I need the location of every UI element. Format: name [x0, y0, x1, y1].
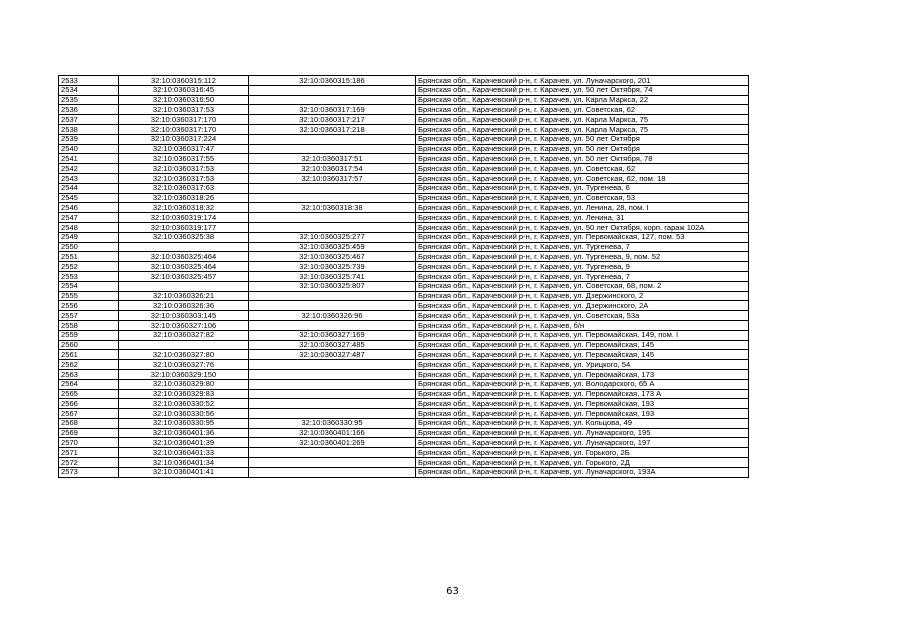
- table-row: [59, 438, 749, 448]
- table-row: [59, 144, 749, 154]
- parcel-cadastral-number-cell: 32:10:0360330:52: [119, 399, 249, 409]
- table-row: [59, 418, 749, 428]
- object-cadastral-number-cell: [249, 213, 416, 223]
- table-row: [59, 428, 749, 438]
- address-cell: Брянская обл., Карачевский р-н, г. Карачев, ул. Володарского, 65 А: [416, 379, 749, 389]
- row-number-cell: 2563: [59, 369, 119, 379]
- object-cadastral-number-cell: 32:10:0360317:217: [249, 115, 416, 125]
- parcel-cadastral-number-cell: 32:10:0360317:53: [119, 164, 249, 174]
- address-cell: Брянская обл., Карачевский р-н, г. Карачев, ул. Горького, 2Д: [416, 458, 749, 468]
- row-number-cell: 2573: [59, 467, 119, 477]
- row-number-cell: 2544: [59, 183, 119, 193]
- object-cadastral-number-cell: 32:10:0360318:38: [249, 203, 416, 213]
- page-number: 63: [446, 586, 459, 597]
- object-cadastral-number-cell: 32:10:0360327:485: [249, 340, 416, 350]
- address-cell: Брянская обл., Карачевский р-н, г. Карачев, ул. Урицкого, 54: [416, 360, 749, 370]
- row-number-cell: 2550: [59, 242, 119, 252]
- object-cadastral-number-cell: [249, 320, 416, 330]
- address-cell: Брянская обл., Карачевский р-н, г. Карачев, ул. Первомайская, 193: [416, 399, 749, 409]
- object-cadastral-number-cell: 32:10:0360325:739: [249, 262, 416, 272]
- address-cell: Брянская обл., Карачевский р-н, г. Карачев, ул. Ленина, 31: [416, 213, 749, 223]
- address-cell: Брянская обл., Карачевский р-н, г. Карачев, ул. Карла Маркса, 22: [416, 95, 749, 105]
- address-cell: Брянская обл., Карачевский р-н, г. Карачев, ул. Дзержинского, 2А: [416, 301, 749, 311]
- parcel-cadastral-number-cell: 32:10:0360330:56: [119, 409, 249, 419]
- parcel-cadastral-number-cell: 32:10:0360317:170: [119, 124, 249, 134]
- row-number-cell: 2566: [59, 399, 119, 409]
- table-row: [59, 399, 749, 409]
- object-cadastral-number-cell: [249, 379, 416, 389]
- address-cell: Брянская обл., Карачевский р-н, г. Карачев, ул. Тургенева, 6: [416, 183, 749, 193]
- row-number-cell: 2571: [59, 448, 119, 458]
- address-cell: Брянская обл., Карачевский р-н, г. Карачев, ул. Первомайская, 145: [416, 340, 749, 350]
- table-row: [59, 448, 749, 458]
- parcel-cadastral-number-cell: 32:10:0360329:80: [119, 379, 249, 389]
- address-cell: Брянская обл., Карачевский р-н, г. Карачев, ул. Советская, 53: [416, 193, 749, 203]
- parcel-cadastral-number-cell: 32:10:0360315:112: [119, 76, 249, 86]
- table-row: [59, 350, 749, 360]
- table-row: [59, 409, 749, 419]
- row-number-cell: 2536: [59, 105, 119, 115]
- parcel-cadastral-number-cell: 32:10:0360317:55: [119, 154, 249, 164]
- object-cadastral-number-cell: [249, 85, 416, 95]
- table-row: [59, 154, 749, 164]
- object-cadastral-number-cell: 32:10:0360401:269: [249, 438, 416, 448]
- table-row: [59, 320, 749, 330]
- parcel-cadastral-number-cell: 32:10:0360317:224: [119, 134, 249, 144]
- parcel-cadastral-number-cell: 32:10:0360316:50: [119, 95, 249, 105]
- row-number-cell: 2539: [59, 134, 119, 144]
- row-number-cell: 2533: [59, 76, 119, 86]
- object-cadastral-number-cell: 32:10:0360317:51: [249, 154, 416, 164]
- address-cell: Брянская обл., Карачевский р-н, г. Карачев, ул. Советская, 62: [416, 164, 749, 174]
- object-cadastral-number-cell: 32:10:0360325:807: [249, 281, 416, 291]
- parcel-cadastral-number-cell: [119, 242, 249, 252]
- object-cadastral-number-cell: 32:10:0360325:467: [249, 252, 416, 262]
- row-number-cell: 2538: [59, 124, 119, 134]
- row-number-cell: 2557: [59, 311, 119, 321]
- row-number-cell: 2572: [59, 458, 119, 468]
- row-number-cell: 2565: [59, 389, 119, 399]
- table-row: [59, 203, 749, 213]
- address-cell: Брянская обл., Карачевский р-н, г. Карачев, ул. 50 лет Октября, 74: [416, 85, 749, 95]
- address-cell: Брянская обл., Карачевский р-н, г. Карачев, ул. 50 лет Октября, 78: [416, 154, 749, 164]
- object-cadastral-number-cell: 32:10:0360401:166: [249, 428, 416, 438]
- parcel-cadastral-number-cell: 32:10:0360401:36: [119, 428, 249, 438]
- parcel-cadastral-number-cell: 32:10:0360327:82: [119, 330, 249, 340]
- parcel-cadastral-number-cell: 32:10:0360329:150: [119, 369, 249, 379]
- object-cadastral-number-cell: [249, 95, 416, 105]
- table-row: [59, 222, 749, 232]
- object-cadastral-number-cell: [249, 301, 416, 311]
- object-cadastral-number-cell: 32:10:0360317:57: [249, 173, 416, 183]
- parcel-cadastral-number-cell: 32:10:0360303:145: [119, 311, 249, 321]
- row-number-cell: 2568: [59, 418, 119, 428]
- row-number-cell: 2551: [59, 252, 119, 262]
- address-cell: Брянская обл., Карачевский р-н, г. Карачев, ул. Карла Маркса, 75: [416, 124, 749, 134]
- row-number-cell: 2558: [59, 320, 119, 330]
- parcel-cadastral-number-cell: 32:10:0360325:457: [119, 271, 249, 281]
- object-cadastral-number-cell: 32:10:0360330:95: [249, 418, 416, 428]
- row-number-cell: 2552: [59, 262, 119, 272]
- table-row: [59, 183, 749, 193]
- address-cell: Брянская обл., Карачевский р-н, г. Карачев, ул. Советская, 62, пом. 18: [416, 173, 749, 183]
- address-cell: Брянская обл., Карачевский р-н, г. Карачев, ул. Кольцова, 49: [416, 418, 749, 428]
- object-cadastral-number-cell: [249, 360, 416, 370]
- object-cadastral-number-cell: 32:10:0360317:169: [249, 105, 416, 115]
- row-number-cell: 2540: [59, 144, 119, 154]
- object-cadastral-number-cell: 32:10:0360327:169: [249, 330, 416, 340]
- row-number-cell: 2569: [59, 428, 119, 438]
- table-row: [59, 124, 749, 134]
- address-cell: Брянская обл., Карачевский р-н, г. Карачев, ул. Дзержинского, 2: [416, 291, 749, 301]
- address-cell: Брянская обл., Карачевский р-н, г. Карачев, ул. Тургенева, 9, пом. 52: [416, 252, 749, 262]
- address-cell: Брянская обл., Карачевский р-н, г. Карачев, ул. Тургенева, 7: [416, 271, 749, 281]
- table-row: [59, 369, 749, 379]
- table-row: [59, 105, 749, 115]
- parcel-cadastral-number-cell: 32:10:0360327:106: [119, 320, 249, 330]
- row-number-cell: 2545: [59, 193, 119, 203]
- object-cadastral-number-cell: [249, 448, 416, 458]
- parcel-cadastral-number-cell: 32:10:0360329:83: [119, 389, 249, 399]
- object-cadastral-number-cell: [249, 467, 416, 477]
- object-cadastral-number-cell: 32:10:0360325:277: [249, 232, 416, 242]
- object-cadastral-number-cell: 32:10:0360326:96: [249, 311, 416, 321]
- address-cell: Брянская обл., Карачевский р-н, г. Карачев, ул. Первомайская, 193: [416, 409, 749, 419]
- address-cell: Брянская обл., Карачевский р-н, г. Карачев, ул. Первомайская, 145: [416, 350, 749, 360]
- table-row: [59, 262, 749, 272]
- row-number-cell: 2556: [59, 301, 119, 311]
- row-number-cell: 2547: [59, 213, 119, 223]
- parcel-cadastral-number-cell: 32:10:0360319:177: [119, 222, 249, 232]
- row-number-cell: 2548: [59, 222, 119, 232]
- object-cadastral-number-cell: 32:10:0360317:218: [249, 124, 416, 134]
- row-number-cell: 2549: [59, 232, 119, 242]
- table-row: [59, 379, 749, 389]
- table-row: [59, 360, 749, 370]
- address-cell: Брянская обл., Карачевский р-н, г. Карачев, ул. Первомайская, 127, пом. 53: [416, 232, 749, 242]
- parcel-cadastral-number-cell: [119, 281, 249, 291]
- address-cell: Брянская обл., Карачевский р-н, г. Карачев, ул. Советская, 53а: [416, 311, 749, 321]
- row-number-cell: 2560: [59, 340, 119, 350]
- address-cell: Брянская обл., Карачевский р-н, г. Карачев, ул. Луначарского, 197: [416, 438, 749, 448]
- table-row: [59, 242, 749, 252]
- row-number-cell: 2562: [59, 360, 119, 370]
- address-cell: Брянская обл., Карачевский р-н, г. Карачев, ул. Луначарского, 201: [416, 76, 749, 86]
- object-cadastral-number-cell: [249, 399, 416, 409]
- address-cell: Брянская обл., Карачевский р-н, г. Карачев, ул. Луначарского, 193А: [416, 467, 749, 477]
- parcel-cadastral-number-cell: 32:10:0360316:45: [119, 85, 249, 95]
- address-cell: Брянская обл., Карачевский р-н, г. Карачев, ул. Советская, 62: [416, 105, 749, 115]
- parcel-cadastral-number-cell: 32:10:0360319:174: [119, 213, 249, 223]
- object-cadastral-number-cell: 32:10:0360325:741: [249, 271, 416, 281]
- address-cell: Брянская обл., Карачевский р-н, г. Карачев, ул. Тургенева, 9: [416, 262, 749, 272]
- parcel-cadastral-number-cell: 32:10:0360317:53: [119, 173, 249, 183]
- table-row: [59, 232, 749, 242]
- address-cell: Брянская обл., Карачевский р-н, г. Карачев, ул. Ленина, 28, пом. I: [416, 203, 749, 213]
- registry-table: [58, 75, 749, 478]
- table-row: [59, 76, 749, 86]
- parcel-cadastral-number-cell: 32:10:0360401:41: [119, 467, 249, 477]
- table-row: [59, 281, 749, 291]
- address-cell: Брянская обл., Карачевский р-н, г. Карачев, ул. Советская, 68, пом. 2: [416, 281, 749, 291]
- table-row: [59, 291, 749, 301]
- address-cell: Брянская обл., Карачевский р-н, г. Карачев, ул. Луначарского, 195: [416, 428, 749, 438]
- row-number-cell: 2543: [59, 173, 119, 183]
- parcel-cadastral-number-cell: 32:10:0360317:170: [119, 115, 249, 125]
- table-row: [59, 213, 749, 223]
- table-row: [59, 340, 749, 350]
- table-row: [59, 330, 749, 340]
- row-number-cell: 2559: [59, 330, 119, 340]
- object-cadastral-number-cell: 32:10:0360315:186: [249, 76, 416, 86]
- parcel-cadastral-number-cell: 32:10:0360325:464: [119, 252, 249, 262]
- parcel-cadastral-number-cell: 32:10:0360326:36: [119, 301, 249, 311]
- address-cell: Брянская обл., Карачевский р-н, г. Карачев, ул. Горького, 2Б: [416, 448, 749, 458]
- address-cell: Брянская обл., Карачевский р-н, г. Карачев, ул. 50 лет Октября: [416, 144, 749, 154]
- row-number-cell: 2537: [59, 115, 119, 125]
- row-number-cell: 2567: [59, 409, 119, 419]
- row-number-cell: 2561: [59, 350, 119, 360]
- address-cell: Брянская обл., Карачевский р-н, г. Карачев, ул. 50 лет Октября: [416, 134, 749, 144]
- table-row: [59, 389, 749, 399]
- table-row: [59, 115, 749, 125]
- table-row: [59, 173, 749, 183]
- row-number-cell: 2542: [59, 164, 119, 174]
- address-cell: Брянская обл., Карачевский р-н, г. Карачев, ул. Тургенева, 7: [416, 242, 749, 252]
- row-number-cell: 2554: [59, 281, 119, 291]
- address-cell: Брянская обл., Карачевский р-н, г. Карачев, ул. Первомайская, 173 А: [416, 389, 749, 399]
- parcel-cadastral-number-cell: 32:10:0360401:39: [119, 438, 249, 448]
- object-cadastral-number-cell: [249, 291, 416, 301]
- parcel-cadastral-number-cell: 32:10:0360326:21: [119, 291, 249, 301]
- row-number-cell: 2553: [59, 271, 119, 281]
- parcel-cadastral-number-cell: 32:10:0360401:33: [119, 448, 249, 458]
- row-number-cell: 2535: [59, 95, 119, 105]
- object-cadastral-number-cell: [249, 369, 416, 379]
- registry-table-body: [59, 76, 749, 478]
- object-cadastral-number-cell: 32:10:0360317:54: [249, 164, 416, 174]
- parcel-cadastral-number-cell: 32:10:0360318:32: [119, 203, 249, 213]
- parcel-cadastral-number-cell: 32:10:0360330:95: [119, 418, 249, 428]
- object-cadastral-number-cell: [249, 409, 416, 419]
- row-number-cell: 2570: [59, 438, 119, 448]
- parcel-cadastral-number-cell: 32:10:0360327:80: [119, 350, 249, 360]
- object-cadastral-number-cell: [249, 134, 416, 144]
- table-row: [59, 458, 749, 468]
- table-row: [59, 252, 749, 262]
- table-row: [59, 164, 749, 174]
- address-cell: Брянская обл., Карачевский р-н, г. Карачев, ул. Карла Маркса, 75: [416, 115, 749, 125]
- parcel-cadastral-number-cell: 32:10:0360325:464: [119, 262, 249, 272]
- table-row: [59, 271, 749, 281]
- parcel-cadastral-number-cell: 32:10:0360317:53: [119, 105, 249, 115]
- parcel-cadastral-number-cell: 32:10:0360317:63: [119, 183, 249, 193]
- table-row: [59, 311, 749, 321]
- table-row: [59, 95, 749, 105]
- table-row: [59, 193, 749, 203]
- table-row: [59, 134, 749, 144]
- object-cadastral-number-cell: [249, 389, 416, 399]
- parcel-cadastral-number-cell: 32:10:0360317:47: [119, 144, 249, 154]
- address-cell: Брянская обл., Карачевский р-н, г. Карачев, ул. Первомайская, 149, пом. I: [416, 330, 749, 340]
- object-cadastral-number-cell: [249, 183, 416, 193]
- row-number-cell: 2555: [59, 291, 119, 301]
- parcel-cadastral-number-cell: 32:10:0360401:34: [119, 458, 249, 468]
- address-cell: Брянская обл., Карачевский р-н, г. Карачев, ул. 50 лет Октября, корп. гараж 102А: [416, 222, 749, 232]
- object-cadastral-number-cell: 32:10:0360327:487: [249, 350, 416, 360]
- row-number-cell: 2541: [59, 154, 119, 164]
- parcel-cadastral-number-cell: 32:10:0360318:26: [119, 193, 249, 203]
- table-row: [59, 467, 749, 477]
- address-cell: Брянская обл., Карачевский р-н, г. Карачев, б/н: [416, 320, 749, 330]
- table-row: [59, 301, 749, 311]
- parcel-cadastral-number-cell: [119, 340, 249, 350]
- table-row: [59, 85, 749, 95]
- object-cadastral-number-cell: [249, 144, 416, 154]
- object-cadastral-number-cell: [249, 458, 416, 468]
- object-cadastral-number-cell: 32:10:0360325:459: [249, 242, 416, 252]
- object-cadastral-number-cell: [249, 193, 416, 203]
- parcel-cadastral-number-cell: 32:10:0360325:38: [119, 232, 249, 242]
- object-cadastral-number-cell: [249, 222, 416, 232]
- row-number-cell: 2534: [59, 85, 119, 95]
- row-number-cell: 2564: [59, 379, 119, 389]
- row-number-cell: 2546: [59, 203, 119, 213]
- parcel-cadastral-number-cell: 32:10:0360327:76: [119, 360, 249, 370]
- address-cell: Брянская обл., Карачевский р-н, г. Карачев, ул. Первомайская, 173: [416, 369, 749, 379]
